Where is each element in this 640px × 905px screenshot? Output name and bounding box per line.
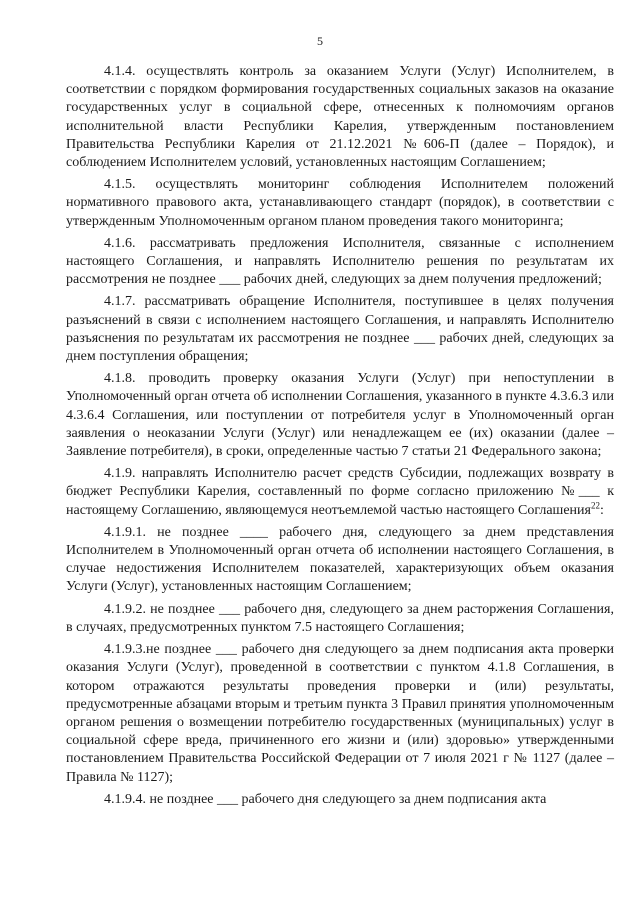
clause-4-1-9-text: 4.1.9. направлять Исполнителю расчет средств Субсидии, подлежащих возврату в бюджет Республики Карелия, составленный по форме согласно приложению №___ к настоящему Соглашению, являющемуся неотъемлемой частью настоящего Соглашения [66,466,614,518]
clause-4-1-9 [66,465,614,520]
clause-4-1-5: 4.1.5. осуществлять мониторинг соблюдения Исполнителем положений нормативного правового акта, устанавливающего стандарт (порядок), в соответствии с утвержденным Уполномоченным органом планом проведения такого мониторинга; [66,177,614,229]
clause-4-1-9-3: 4.1.9.3.не позднее ___ рабочего дня следующего за днем подписания акта проверки оказания Услуги (Услуг), проведенной в соответствии с пунктом 4.1.8 Соглашения, в котором отражаются результаты проведения проверки и (или) результаты, предусмотренные абзацами вторым и третьим пункта 3 Правил принятия уполномоченным органом решения о возмещении потребителю государственных (муниципальных) услуг в социальной сфере вреда, причиненного его жизни и (или) здоровью» утвержденными постановлением Правительства Российской Федерации от 7 июля 2021 г № 1127 (далее – Правила № 1127); [66,642,614,785]
clause-4-1-9-suffix: : [599,502,604,518]
clause-4-1-4: 4.1.4. осуществлять контроль за оказанием Услуги (Услуг) Исполнителем, в соответствии с порядком формирования государственных социальных заказов на оказание государственных услуг в социальной сфере, отнесенных к полномочиям органов исполнительной власти Республики Карелия, утвержденным постановлением Правительства Республики Карелия от 21.12.2021 №606-П (далее – Порядок), и соблюдением Исполнителем условий, установленных настоящим Соглашением; [66,64,614,171]
clause-4-1-8: 4.1.8. проводить проверку оказания Услуги (Услуг) при непоступлении в Уполномоченный орган отчета об исполнении Соглашения, указанного в пункте 4.3.6.3 или 4.3.6.4 Соглашения, или поступлении от потребителя услуг в Уполномоченный орган заявления о неоказании Услуги (Услуг) или ненадлежащем ее (их) оказании (далее – Заявление потребителя), в сроки, определенные частью 7 статьи 21 Федерального закона; [66,371,614,460]
clause-4-1-6: 4.1.6. рассматривать предложения Исполнителя, связанные с исполнением настоящего Соглашения, и направлять Исполнителю решения по результатам их рассмотрения не позднее ___ рабочих дней, следующих за днем получения предложений; [66,235,614,288]
page-number: 5 [317,34,323,48]
footnote-ref-22: 22 [590,500,600,511]
clause-4-1-9-4: 4.1.9.4. не позднее ___ рабочего дня следующего за днем подписания акта [104,791,547,807]
clause-4-1-9-2: 4.1.9.2. не позднее ___ рабочего дня, следующего за днем расторжения Соглашения, в случаях, предусмотренных пунктом 7.5 настоящего Соглашения; [66,601,614,635]
clause-4-1-9-1: 4.1.9.1. не позднее ____ рабочего дня, следующего за днем представления Исполнителем в Уполномоченный орган отчета об исполнении настоящего Соглашения, в случае недостижения Исполнителем показателей, характеризующих объем оказания Услуги (Услуг), установленных настоящим Соглашением; [66,524,614,595]
clause-4-1-7: 4.1.7. рассматривать обращение Исполнителя, поступившее в целях получения разъяснений в связи с исполнением настоящего Соглашения, и направлять Исполнителю разъяснения по результатам их рассмотрения не позднее ___ рабочих дней, следующих за днем поступления обращения; [66,294,614,365]
document-body [66,63,614,813]
